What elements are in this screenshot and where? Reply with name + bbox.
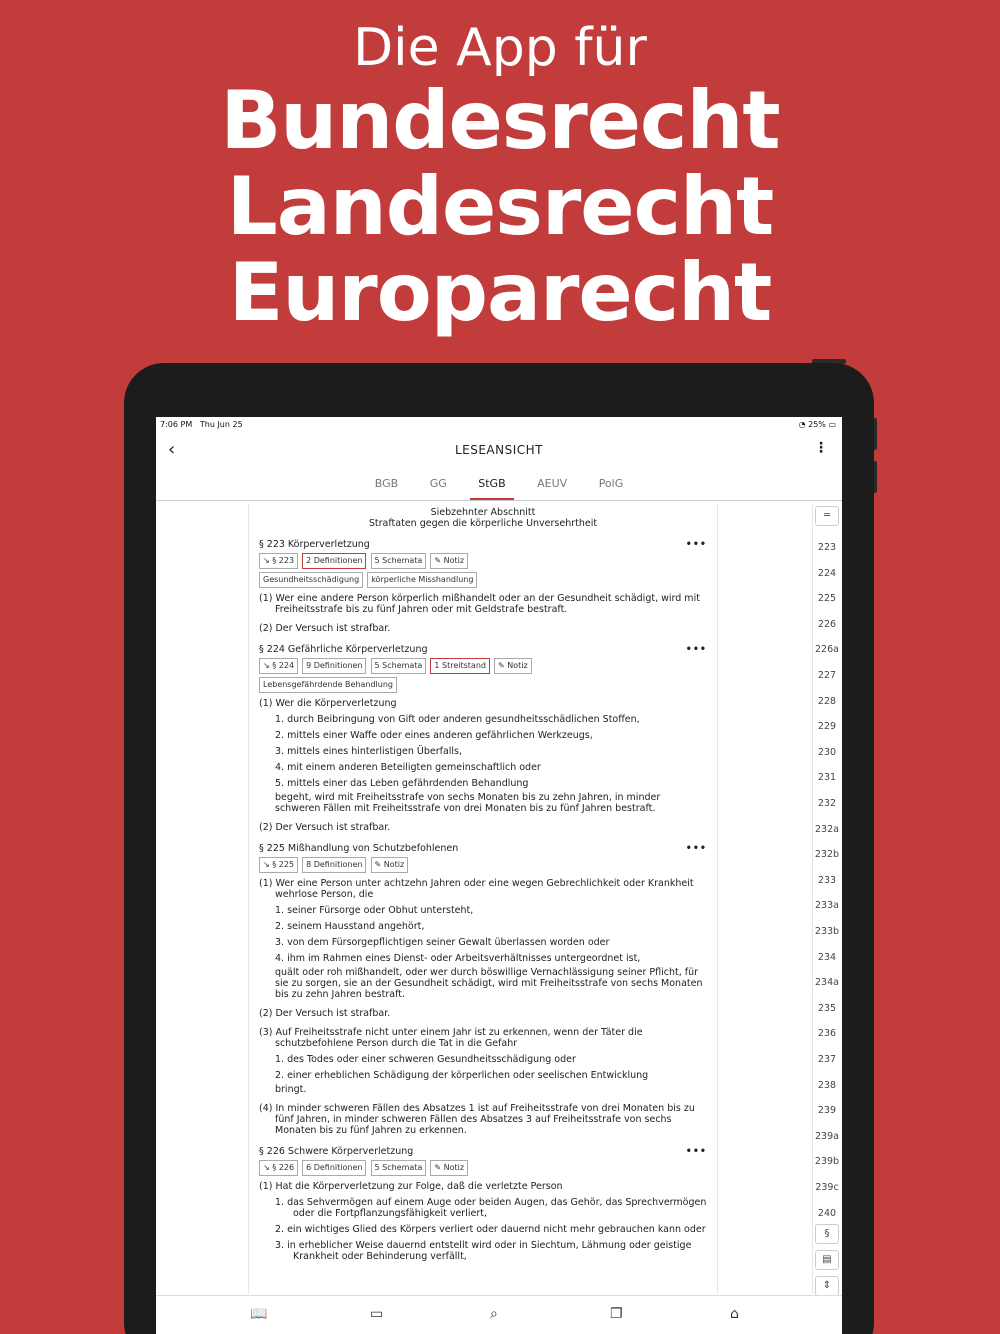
section-subtitle: Straftaten gegen die körperliche Unversehrtheit: [368, 518, 598, 529]
more-dots-icon[interactable]: •••: [685, 539, 707, 550]
rail-paragraph-number[interactable]: 223: [817, 542, 837, 553]
top-app-bar: [156, 433, 842, 469]
paragraph-223: [259, 539, 707, 634]
rail-paragraph-number[interactable]: 240: [817, 1207, 837, 1219]
ref-chip[interactable]: ↘ § 223: [259, 553, 298, 569]
rail-paragraph-number[interactable]: 239c: [815, 1182, 839, 1193]
updown-icon[interactable]: ⇕: [815, 1276, 839, 1296]
rail-paragraph-number[interactable]: 230: [817, 746, 837, 758]
absatz-continuation: quält oder roh mißhandelt, oder wer durch böswillige Vernachlässigung seiner Pflicht, für sie zu sorgen, sie an der Gesundheit schädigt, wird mit Freiheitsstrafe von sechs Monaten bis zu zehn Jahren bestraft.: [275, 967, 703, 1000]
schemata-chip[interactable]: 5 Schemata: [371, 1160, 427, 1176]
rail-paragraph-number[interactable]: 226a: [815, 644, 839, 656]
absatz-continuation: begeht, wird mit Freiheitsstrafe von sechs Monaten bis zu zehn Jahren, in minder schweren Fällen mit Freiheitsstrafe von drei Monaten bis zu fünf Jahren bestraft.: [275, 792, 661, 814]
ref-chip[interactable]: ↘ § 224: [259, 658, 298, 674]
list-item: 1. seiner Fürsorge oder Obhut untersteht,: [275, 905, 474, 916]
tag-chip[interactable]: körperliche Misshandlung: [367, 572, 477, 588]
headline-line1: Die App für: [353, 18, 647, 78]
rail-paragraph-number[interactable]: 232a: [815, 823, 839, 835]
tab-divider: [156, 500, 842, 501]
rail-paragraph-number[interactable]: 239b: [814, 1156, 840, 1168]
tab-stgb[interactable]: StGB: [470, 473, 513, 500]
rail-paragraph-number[interactable]: 232: [817, 798, 837, 809]
headline-line2: Bundesrecht: [220, 74, 780, 167]
list-item: 3. von dem Fürsorgepflichtigen seiner Gewalt überlassen worden oder: [275, 937, 610, 948]
page-title: LESEANSICHT: [454, 443, 544, 457]
lines-icon[interactable]: ═: [815, 506, 839, 526]
folder-icon[interactable]: ▭: [370, 1306, 384, 1322]
absatz: (4) In minder schweren Fällen des Absatzes 1 ist auf Freiheitsstrafe von drei Monaten bis zu fünf Jahren, in minder schweren Fällen des Absatzes 3 auf Freiheitsstrafe von sechs Monaten bis zu fünf Jahren zu erkennen.: [259, 1103, 695, 1136]
paragraph-224: [259, 644, 707, 833]
chevron-left-icon[interactable]: ‹: [168, 439, 176, 460]
absatz: (3) Auf Freiheitsstrafe nicht unter einem Jahr ist zu erkennen, wenn der Täter die schutzbefohlene Person durch die Tat in die Gefahr: [259, 1027, 643, 1049]
definitions-chip[interactable]: 9 Definitionen: [302, 658, 366, 674]
headline-line4: Europarecht: [228, 246, 772, 339]
paragraph-226: [259, 1146, 707, 1262]
paragraph-heading: § 225 Mißhandlung von Schutzbefohlenen: [259, 843, 459, 854]
rail-paragraph-number[interactable]: 226: [817, 618, 837, 630]
rail-paragraph-number[interactable]: 234a: [815, 977, 839, 989]
wifi-icon: ◔: [798, 420, 806, 429]
absatz-continuation: bringt.: [275, 1084, 307, 1095]
tag-chip[interactable]: Gesundheitsschädigung: [259, 572, 363, 588]
note-chip[interactable]: ✎ Notiz: [494, 658, 532, 674]
tag-chip[interactable]: Lebensgefährdende Behandlung: [259, 677, 397, 693]
list-item: 2. ein wichtiges Glied des Körpers verliert oder dauernd nicht mehr gebrauchen kann oder: [275, 1224, 706, 1235]
rail-paragraph-number[interactable]: 225: [817, 593, 837, 605]
document-icon[interactable]: ▤: [815, 1250, 839, 1270]
ref-chip[interactable]: ↘ § 225: [259, 857, 298, 873]
absatz: (2) Der Versuch ist strafbar.: [259, 1008, 391, 1019]
rail-paragraph-number[interactable]: 236: [817, 1028, 837, 1040]
more-dots-icon[interactable]: •••: [685, 1146, 707, 1157]
status-bar: [156, 417, 842, 433]
rail-paragraph-number[interactable]: 229: [817, 721, 837, 733]
home-icon[interactable]: ⌂: [730, 1306, 739, 1322]
note-chip[interactable]: ✎ Notiz: [371, 857, 409, 873]
schemata-chip[interactable]: 5 Schemata: [371, 658, 427, 674]
list-item: 2. mittels einer Waffe oder eines anderen gefährlichen Werkzeugs,: [275, 730, 593, 741]
rail-paragraph-number[interactable]: 233a: [815, 900, 839, 912]
definitions-chip[interactable]: 6 Definitionen: [302, 1160, 366, 1176]
tab-aeuv[interactable]: AEUV: [537, 477, 568, 490]
more-dots-icon[interactable]: •••: [685, 843, 707, 854]
absatz: (1) Wer die Körperverletzung: [259, 698, 397, 709]
list-item: 1. des Todes oder einer schweren Gesundheitsschädigung oder: [275, 1054, 576, 1065]
rail-paragraph-number[interactable]: 224: [817, 567, 837, 579]
vertical-dots-icon[interactable]: ⋮: [814, 440, 828, 456]
law-document[interactable]: [248, 504, 718, 1294]
rail-paragraph-number[interactable]: 233: [817, 874, 837, 886]
tab-bgb[interactable]: BGB: [374, 477, 399, 490]
battery-icon: ▭: [828, 420, 836, 429]
absatz: (2) Der Versuch ist strafbar.: [259, 822, 391, 833]
paragraph-heading: § 224 Gefährliche Körperverletzung: [259, 644, 428, 655]
schemata-chip[interactable]: 5 Schemata: [371, 553, 427, 569]
rail-paragraph-number[interactable]: 233b: [814, 926, 840, 937]
paragraph-heading: § 226 Schwere Körperverletzung: [259, 1146, 414, 1157]
rail-paragraph-number[interactable]: 232b: [814, 849, 840, 861]
list-item: 4. ihm im Rahmen eines Dienst- oder Arbeitsverhältnisses untergeordnet ist,: [275, 953, 641, 964]
law-tabs: [156, 473, 842, 501]
tab-polg[interactable]: PolG: [598, 477, 624, 490]
stack-icon[interactable]: ❐: [610, 1306, 623, 1322]
bottom-navigation: [156, 1295, 842, 1334]
battery-level: 25%: [808, 420, 826, 429]
rail-paragraph-number[interactable]: 239: [817, 1105, 837, 1117]
absatz: (2) Der Versuch ist strafbar.: [259, 623, 391, 634]
status-time: 7:06 PM: [160, 420, 193, 429]
list-item: 4. mit einem anderen Beteiligten gemeinschaftlich oder: [275, 762, 541, 773]
list-item: 2. seinem Hausstand angehört,: [275, 921, 425, 932]
section-title: Siebzehnter Abschnitt: [430, 507, 536, 518]
rail-paragraph-number[interactable]: 235: [817, 1002, 837, 1014]
search-icon[interactable]: ⌕: [490, 1306, 498, 1322]
absatz: (1) Hat die Körperverletzung zur Folge, daß die verletzte Person: [259, 1181, 563, 1192]
list-item: 1. das Sehvermögen auf einem Auge oder beiden Augen, das Gehör, das Sprechvermögen oder die Fortpflanzungsfähigkeit verliert,: [275, 1197, 707, 1219]
absatz: (1) Wer eine andere Person körperlich mißhandelt oder an der Gesundheit schädigt, wird mit Freiheitsstrafe bis zu fünf Jahren oder mit Geldstrafe bestraft.: [259, 593, 700, 615]
rail-paragraph-number[interactable]: 237: [817, 1054, 837, 1065]
tab-gg[interactable]: GG: [429, 477, 447, 490]
definitions-chip[interactable]: 2 Definitionen: [302, 553, 366, 569]
headline-line3: Landesrecht: [226, 160, 774, 253]
list-item: 1. durch Beibringung von Gift oder anderen gesundheitsschädlichen Stoffen,: [275, 714, 640, 725]
section-header: [259, 507, 707, 529]
rail-paragraph-number[interactable]: 239a: [815, 1130, 839, 1142]
streitstand-chip[interactable]: 1 Streitstand: [430, 658, 490, 674]
list-item: 5. mittels einer das Leben gefährdenden Behandlung: [275, 778, 529, 789]
absatz: (1) Wer eine Person unter achtzehn Jahren oder eine wegen Gebrechlichkeit oder Krankheit wehrlose Person, die: [259, 878, 694, 900]
note-chip[interactable]: ✎ Notiz: [430, 553, 468, 569]
definitions-chip[interactable]: 8 Definitionen: [302, 857, 366, 873]
more-dots-icon[interactable]: •••: [685, 644, 707, 655]
rail-paragraph-number[interactable]: 231: [817, 772, 837, 784]
paragraph-225: [259, 843, 707, 1136]
list-item: 3. in erheblicher Weise dauernd entstellt wird oder in Siechtum, Lähmung oder geistige Krankheit oder Behinderung verfällt,: [275, 1240, 692, 1262]
list-item: 3. mittels eines hinterlistigen Überfalls,: [275, 746, 463, 757]
rail-paragraph-number[interactable]: 234: [817, 951, 837, 963]
rail-paragraph-number[interactable]: 238: [817, 1079, 837, 1091]
paragraph-heading: § 223 Körperverletzung: [259, 539, 370, 550]
paragraph-sign-icon[interactable]: §: [815, 1224, 839, 1244]
book-icon[interactable]: 📖: [250, 1306, 268, 1322]
headline: [0, 18, 1000, 339]
status-date: Thu Jun 25: [199, 420, 243, 429]
ref-chip[interactable]: ↘ § 226: [259, 1160, 298, 1176]
note-chip[interactable]: ✎ Notiz: [430, 1160, 468, 1176]
rail-paragraph-number[interactable]: 227: [817, 670, 837, 681]
rail-paragraph-number[interactable]: 228: [817, 695, 837, 707]
app-screen: [156, 417, 842, 1334]
list-item: 2. einer erheblichen Schädigung der körperlichen oder seelischen Entwicklung: [275, 1070, 649, 1081]
paragraph-index-rail[interactable]: [812, 504, 840, 1294]
